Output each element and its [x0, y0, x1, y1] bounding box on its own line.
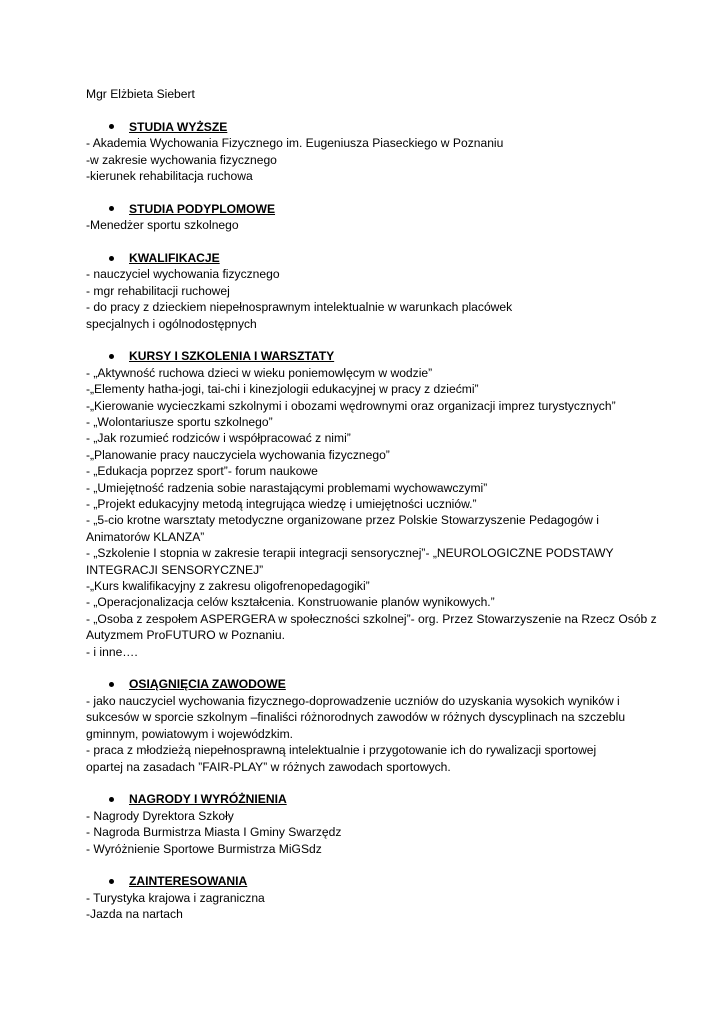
document-page [86, 86, 657, 939]
section-heading [86, 119, 646, 135]
text-line: -kierunek rehabilitacja ruchowa [86, 169, 253, 183]
text-line: - „Edukacja poprzez sport”- forum naukowe [86, 464, 318, 479]
section-title: OSIĄGNIĘCIA ZAWODOWE [129, 677, 286, 692]
section-kursy-szkolenia [86, 348, 657, 660]
section-studia-wyzsze [86, 119, 646, 185]
text-line: sukcesów w sporcie szkolnym –finaliści różnorodnych zawodów w różnych dyscyplinach na szczeblu [86, 710, 626, 725]
section-studia-podyplomowe [86, 201, 646, 234]
text-line: opartej na zasadach ”FAIR-PLAY” w różnych zawodach sportowych. [86, 759, 451, 774]
text-line: - do pracy z dzieckiem niepełnosprawnym intelektualnie w warunkach placówek [86, 300, 513, 315]
bullet-icon [109, 124, 114, 129]
text-line: - „Projekt edukacyjny metodą integrująca wiedzę i umiejętności uczniów.” [86, 497, 477, 512]
section-heading [86, 348, 646, 364]
section-title: STUDIA WYŻSZE [129, 119, 228, 134]
text-line: -Menedżer sportu szkolnego [86, 218, 239, 233]
section-osiagniecia [86, 676, 646, 774]
section-nagrody [86, 791, 646, 857]
text-line: gminnym, powiatowym i wojewódzkim. [86, 726, 293, 741]
author-name: Mgr Elżbieta Siebert [86, 87, 195, 101]
section-heading [86, 791, 646, 807]
text-line: - „Wolontariusze sportu szkolnego” [86, 415, 273, 429]
text-line: -w zakresie wychowania fizycznego [86, 152, 277, 167]
text-line: - „Szkolenie I stopnia w zakresie terapii integracji sensorycznej”- „NEUROLOGICZNE PODSTAWY [86, 546, 614, 561]
section-kwalifikacje [86, 250, 646, 332]
text-line: specjalnych i ogólnodostępnych [86, 316, 257, 331]
text-line: - Nagrody Dyrektora Szkoły [86, 808, 234, 823]
text-line: - Wyróżnienie Sportowe Burmistrza MiGSdz [86, 841, 322, 856]
text-line: INTEGRACJI SENSORYCZNEJ” [86, 562, 264, 577]
text-line: - „5-cio krotne warsztaty metodyczne organizowane przez Polskie Stowarzyszenie Pedagogów i [86, 513, 599, 528]
section-title: KURSY I SZKOLENIA I WARSZTATY [129, 349, 335, 364]
section-title: NAGRODY I WYRÓŻNIENIA [129, 792, 287, 807]
text-line: -„Kurs kwalifikacyjny z zakresu oligofrenopedagogiki” [86, 579, 370, 594]
bullet-icon [109, 797, 114, 802]
text-line: Animatorów KLANZA” [86, 529, 205, 544]
section-title: STUDIA PODYPLOMOWE [129, 201, 276, 216]
section-title: ZAINTERESOWANIA [129, 874, 248, 889]
text-line: - i inne…. [86, 644, 138, 659]
section-heading [86, 873, 646, 889]
section-heading [86, 201, 646, 217]
text-line: - nauczyciel wychowania fizycznego [86, 267, 280, 282]
section-zainteresowania [86, 873, 646, 922]
bullet-icon [109, 256, 114, 261]
text-line: Autyzmem ProFUTURO w Poznaniu. [86, 628, 285, 643]
bullet-icon [109, 682, 114, 687]
text-line: - Turystyka krajowa i zagraniczna [86, 890, 265, 905]
text-line: -„Planowanie pracy nauczyciela wychowania fizycznego” [86, 447, 390, 462]
text-line: - jako nauczyciel wychowania fizycznego-doprowadzenie uczniów do uzyskania wysokich wyników i [86, 693, 620, 708]
section-title: KWALIFIKACJE [129, 250, 220, 265]
text-line: -„Elementy hatha-jogi, tai-chi i kinezjologii edukacyjnej w pracy z dziećmi” [86, 382, 479, 397]
section-heading [86, 250, 646, 266]
bullet-icon [109, 206, 114, 211]
text-line: - „Aktywność ruchowa dzieci w wieku poniemowlęcym w wodzie” [86, 365, 433, 380]
bullet-icon [109, 879, 114, 884]
text-line: - mgr rehabilitacji ruchowej [86, 283, 230, 298]
section-heading [86, 676, 646, 692]
text-line: - Nagroda Burmistrza Miasta I Gminy Swarzędz [86, 825, 342, 840]
text-line: - praca z młodzieżą niepełnosprawną intelektualnie i przygotowanie ich do rywalizacji sportowej [86, 743, 597, 758]
text-line: -Jazda na nartach [86, 907, 183, 922]
text-line: - „Jak rozumieć rodziców i współpracować z nimi” [86, 431, 351, 446]
text-line: -„Kierowanie wycieczkami szkolnymi i obozami wędrownymi oraz organizacji imprez turystycznych” [86, 398, 616, 413]
text-line: - „Umiejętność radzenia sobie narastającymi problemami wychowawczymi” [86, 480, 488, 495]
bullet-icon [109, 354, 114, 359]
text-line: - Akademia Wychowania Fizycznego im. Eugeniusza Piaseckiego w Poznaniu [86, 136, 504, 151]
text-line: - „Operacjonalizacja celów kształcenia. Konstruowanie planów wynikowych.” [86, 595, 495, 610]
text-line: - „Osoba z zespołem ASPERGERA w społeczności szkolnej”- org. Przez Stowarzyszenie na Rzecz Osób z [86, 611, 657, 626]
